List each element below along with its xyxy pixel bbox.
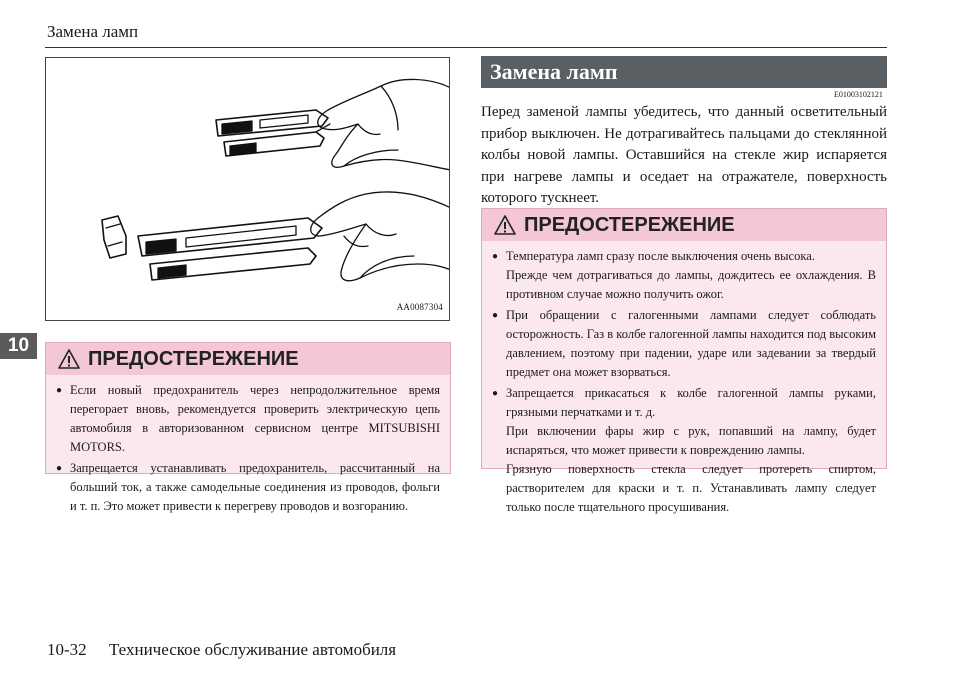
header-rule bbox=[45, 47, 887, 48]
section-title: Замена ламп bbox=[481, 56, 887, 88]
section-code: E01003102121 bbox=[834, 90, 883, 99]
caution-box-fuse bbox=[45, 342, 451, 513]
caution-header bbox=[46, 343, 450, 375]
caution-text: ● Запрещается устанавливать предохранитель, рассчитанный на больший ток, а также самодельные соединения из проводов, фольги и т. п. Это может привести к перегреву проводов и возгоранию. bbox=[70, 461, 440, 513]
page-footer bbox=[47, 640, 396, 660]
caution-text: Прежде чем дотрагиваться до лампы, дождитесь ее охлаждения. В противном случае можно получить ожог. bbox=[506, 268, 876, 301]
page-header-title: Замена ламп bbox=[47, 22, 139, 41]
caution-box-lamps bbox=[481, 208, 887, 514]
section-body: Перед заменой лампы убедитесь, что данный осветительный прибор выключен. Не дотрагивайтесь пальцами до стеклянной колбы новой лампы. Оставшийся на стекле жир испаряется при нагреве лампы и оседает на отражателе, поверхность которого тускнеет. bbox=[481, 104, 887, 206]
caution-text: ● Температура ламп сразу после выключения очень высока. bbox=[506, 249, 815, 263]
caution-list bbox=[492, 247, 876, 517]
caution-item bbox=[56, 381, 440, 457]
fuse bbox=[102, 216, 126, 258]
caution-text: При включении фары жир с рук, попавший на лампу, будет испаряться, что может привести к повреждению лампы. bbox=[506, 424, 876, 457]
figure-code: AA0087304 bbox=[396, 302, 443, 312]
caution-text: ● Запрещается прикасаться к колбе галогенной лампы руками, грязными перчатками и т. д. bbox=[506, 386, 876, 419]
caution-text: ● Если новый предохранитель через непродолжительное время перегорает вновь, рекомендуется проверить электрическую цепь автомобиля в авторизованном сервисном центре MITSUBISHI MOTORS. bbox=[70, 383, 440, 454]
chapter-tab: 10 bbox=[0, 333, 37, 359]
warning-icon bbox=[58, 349, 80, 369]
lower-hand bbox=[311, 192, 450, 281]
caution-heading: ПРЕДОСТЕРЕЖЕНИЕ bbox=[524, 213, 735, 236]
caution-text: ● При обращении с галогенными лампами следует соблюдать осторожность. Газ в колбе галогенной лампы находится под высоким давлением, поэтому при падении, ударе или задевании за твердый предмет она может взорваться. bbox=[506, 308, 876, 379]
caution-item bbox=[56, 459, 440, 516]
page-number: 10-32 bbox=[47, 640, 87, 659]
caution-list bbox=[56, 381, 440, 516]
caution-header bbox=[482, 209, 886, 241]
caution-heading: ПРЕДОСТЕРЕЖЕНИЕ bbox=[88, 347, 299, 370]
fuse-puller-illustration bbox=[45, 57, 450, 321]
caution-item bbox=[492, 306, 876, 382]
footer-title: Техническое обслуживание автомобиля bbox=[108, 640, 397, 659]
upper-hand bbox=[318, 79, 450, 170]
caution-item bbox=[492, 384, 876, 517]
warning-icon bbox=[494, 215, 516, 235]
caution-text: Грязную поверхность стекла следует протереть спиртом, растворителем для краски и т. п. Устанавливать лампу следует только после тщательного просушивания. bbox=[506, 462, 876, 514]
caution-item bbox=[492, 247, 876, 304]
